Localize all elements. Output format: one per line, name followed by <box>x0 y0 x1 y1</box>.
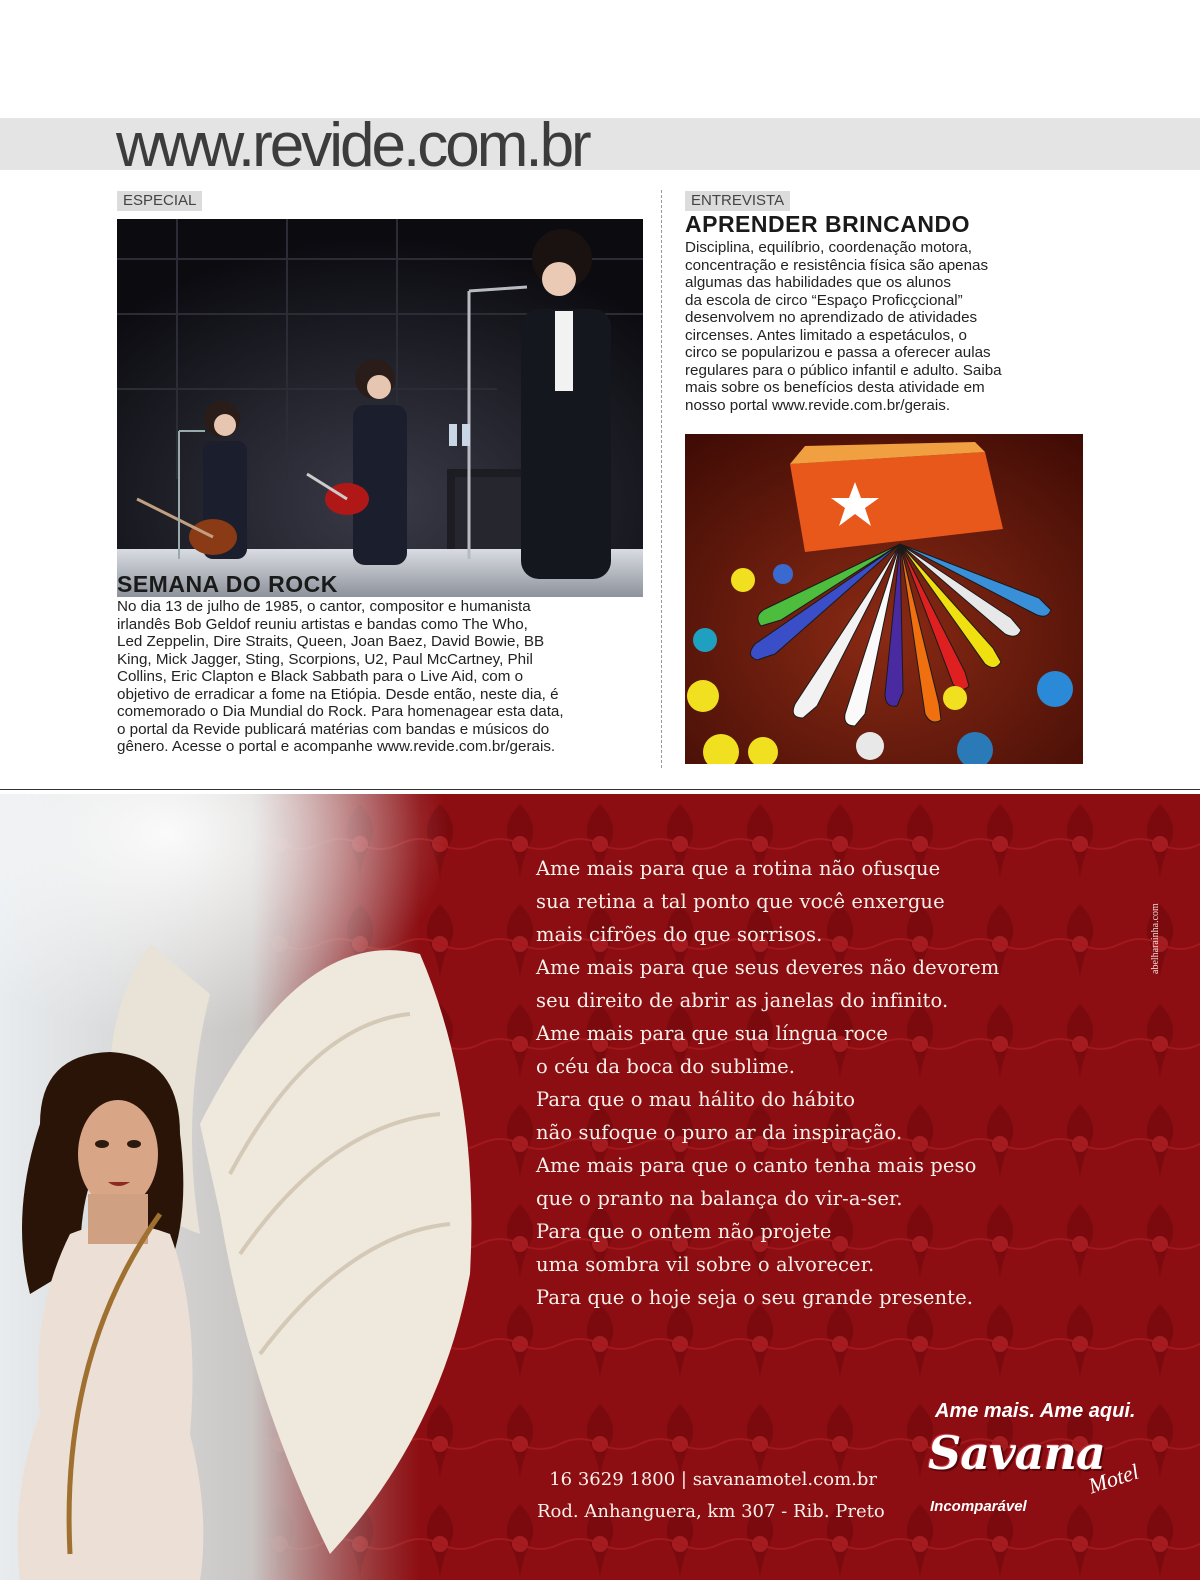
contact-phone-website[interactable]: 16 3629 1800 | savanamotel.com.br <box>549 1469 877 1490</box>
body-line: Led Zeppelin, Dire Straits, Queen, Joan Baez, David Bowie, BB <box>117 633 545 650</box>
body-line: desenvolvem no aprendizado de atividades <box>685 309 978 326</box>
body-line: objetivo de erradicar a fome na Etiópia. Desde então, neste dia, é <box>117 685 559 703</box>
body-line: algumas das habilidades que os alunos <box>685 274 951 291</box>
body-line: o portal da Revide publicará matérias com bandas e músicos do <box>117 720 550 738</box>
rock-concert-illustration <box>117 219 643 597</box>
poem-line: Ame mais para que a rotina não ofusque <box>536 857 941 880</box>
article-body-rock <box>117 598 647 756</box>
body-line: No dia 13 de julho de 1985, o cantor, compositor e humanista <box>117 598 531 615</box>
savana-motel-logo[interactable] <box>928 1426 1168 1536</box>
section-separator <box>0 789 1200 790</box>
ad-contact-info <box>537 1464 885 1528</box>
headline-semana-do-rock: SEMANA DO ROCK <box>117 571 338 597</box>
poem-line: mais cifrões do que sorrisos. <box>536 923 823 946</box>
poem-line: sua retina a tal ponto que você enxergue <box>536 890 945 913</box>
poem-line: Ame mais para que sua língua roce <box>536 1022 889 1045</box>
brand-tagline: Incomparável <box>930 1498 1027 1515</box>
ad-slogan: Ame mais. Ame aqui. <box>935 1400 1136 1422</box>
poem-line: não sufoque o puro ar da inspiração. <box>536 1121 903 1144</box>
poem-line: Para que o hoje seja o seu grande presente. <box>536 1286 974 1309</box>
column-divider <box>661 190 662 768</box>
juggling-clubs-illustration <box>685 434 1083 764</box>
poem-line: Para que o ontem não projete <box>536 1220 832 1243</box>
body-line: concentração e resistência física são apenas <box>685 256 989 274</box>
poem-line: o céu da boca do sublime. <box>536 1055 796 1078</box>
poem-line: uma sombra vil sobre o alvorecer. <box>536 1253 875 1276</box>
poem-line: Para que o mau hálito do hábito <box>536 1088 856 1111</box>
contact-address: Rod. Anhanguera, km 307 - Rib. Preto <box>537 1501 885 1522</box>
body-line: comemorado o Dia Mundial do Rock. Para homenagear esta data, <box>117 703 564 720</box>
poem-line: Ame mais para que o canto tenha mais peso <box>536 1154 977 1177</box>
body-line: circenses. Antes limitado a espetáculos, o <box>685 326 967 344</box>
article-body-circo <box>685 239 1085 414</box>
body-line: mais sobre os benefícios desta atividade em <box>685 379 985 396</box>
site-url-title[interactable]: www.revide.com.br <box>116 111 589 180</box>
poem-line: seu direito de abrir as janelas do infinito. <box>536 989 949 1012</box>
savana-motel-advertisement[interactable] <box>0 794 1200 1580</box>
brand-sub: Motel <box>1085 1458 1142 1499</box>
body-line: irlandês Bob Geldof reuniu artistas e bandas como The Who, <box>117 615 528 633</box>
body-line: circo se popularizou e passa a oferecer aulas <box>685 344 991 361</box>
section-tag-entrevista: ENTREVISTA <box>685 191 790 211</box>
body-line: King, Mick Jagger, Sting, Scorpions, U2, Paul McCartney, Phil <box>117 650 533 668</box>
ad-poem <box>536 852 1096 1314</box>
poem-line: que o pranto na balança do vir-a-ser. <box>536 1187 903 1210</box>
body-line: nosso portal www.revide.com.br/gerais. <box>685 396 951 414</box>
ad-credit: abelharainha.com <box>1150 903 1161 974</box>
headline-aprender-brincando: APRENDER BRINCANDO <box>685 211 971 237</box>
body-line: Collins, Eric Clapton e Black Sabbath para o Live Aid, com o <box>117 668 524 685</box>
brand-name: Savana <box>928 1426 1105 1480</box>
body-line: Disciplina, equilíbrio, coordenação motora, <box>685 239 973 256</box>
body-line: gênero. Acesse o portal e acompanhe www.revide.com.br/gerais. <box>117 738 556 755</box>
rock-concert-photo <box>117 219 643 597</box>
body-line: da escola de circo “Espaço Proficçcional” <box>685 291 963 309</box>
body-line: regulares para o público infantil e adulto. Saiba <box>685 361 1002 379</box>
juggling-clubs-photo <box>685 434 1083 764</box>
section-tag-especial: ESPECIAL <box>117 191 202 211</box>
poem-line: Ame mais para que seus deveres não devorem <box>536 956 1000 979</box>
